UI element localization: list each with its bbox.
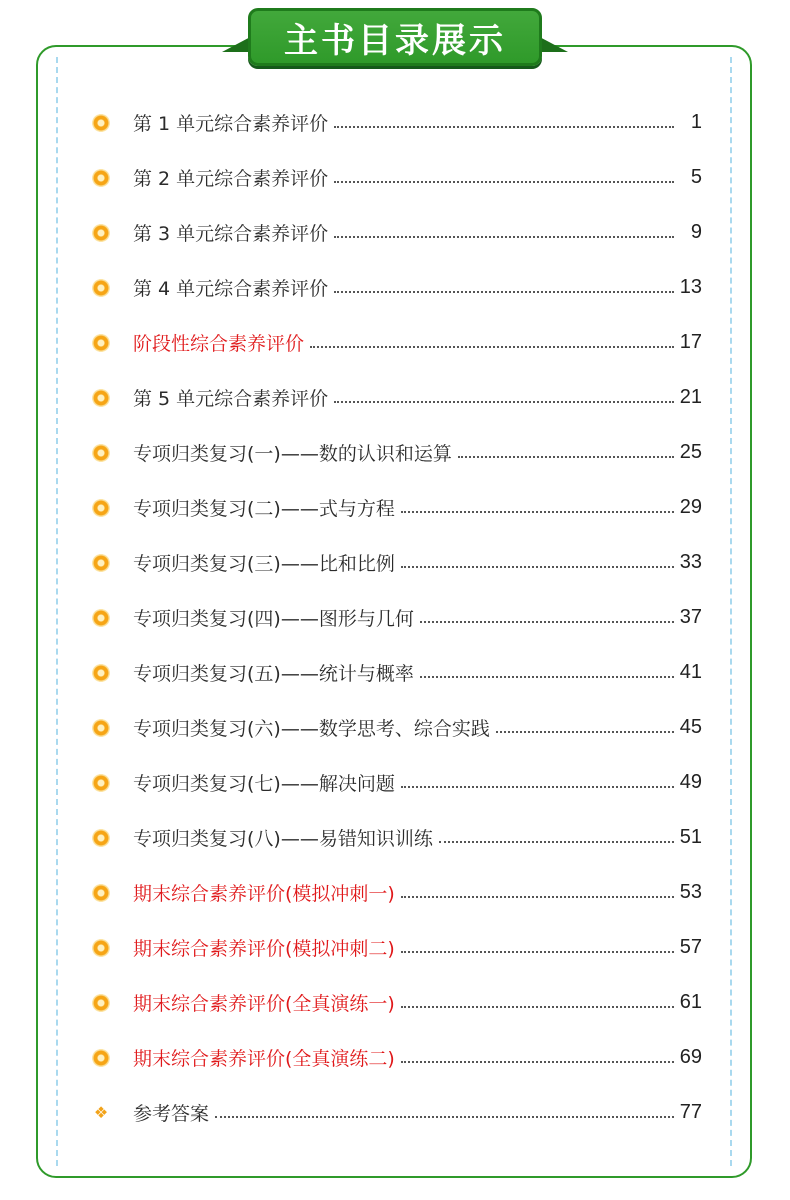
toc-entry-label: 阶段性综合素养评价 (133, 333, 305, 355)
toc-entry-label: 第 1 单元综合素养评价 (133, 113, 329, 135)
page-title: 主书目录展示 (284, 20, 506, 61)
toc-entry-page-number: 77 (679, 1101, 702, 1123)
circle-bullet-icon (92, 939, 110, 957)
circle-bullet-icon (92, 719, 110, 737)
toc-entry-label: 专项归类复习(二)——式与方程 (133, 498, 395, 520)
toc-entry[interactable] (92, 865, 702, 920)
dotted-leader (401, 566, 674, 568)
toc-entry-label: 期末综合素养评价(模拟冲刺一) (133, 883, 395, 905)
toc-entry-page-number: 49 (679, 771, 702, 793)
toc-entry-label: 参考答案 (133, 1103, 210, 1125)
banner-plate (248, 8, 542, 66)
toc-entry-page-number: 45 (679, 716, 702, 738)
toc-entry-page-number: 61 (679, 991, 702, 1013)
toc-entry-label: 期末综合素养评价(全真演练一) (133, 993, 395, 1015)
circle-bullet-icon (92, 444, 110, 462)
toc-entry[interactable] (92, 150, 702, 205)
dotted-leader (439, 841, 674, 843)
toc-entry-label: 专项归类复习(六)——数学思考、综合实践 (133, 718, 490, 740)
toc-entry-label: 期末综合素养评价(模拟冲刺二) (133, 938, 395, 960)
toc-entry-page-number: 9 (690, 221, 702, 243)
toc-entry-label: 第 3 单元综合素养评价 (133, 223, 329, 245)
toc-entry-page-number: 1 (690, 111, 702, 133)
circle-bullet-icon (92, 1049, 110, 1067)
dashed-border-left (56, 57, 58, 1166)
toc-entry-page-number: 37 (679, 606, 702, 628)
toc-entry[interactable] (92, 590, 702, 645)
toc-entry[interactable] (92, 95, 702, 150)
toc-entry-label: 专项归类复习(三)——比和比例 (133, 553, 395, 575)
toc-entry[interactable] (92, 425, 702, 480)
toc-entry[interactable] (92, 1085, 702, 1140)
dotted-leader (401, 896, 674, 898)
toc-entry-label: 期末综合素养评价(全真演练二) (133, 1048, 395, 1070)
dotted-leader (401, 1006, 674, 1008)
dotted-leader (215, 1116, 674, 1118)
toc-entry[interactable] (92, 480, 702, 535)
dotted-leader (334, 126, 674, 128)
circle-bullet-icon (92, 664, 110, 682)
toc-entry[interactable] (92, 535, 702, 590)
dotted-leader (401, 1061, 674, 1063)
circle-bullet-icon (92, 389, 110, 407)
toc-entry-page-number: 25 (679, 441, 702, 463)
dotted-leader (420, 621, 674, 623)
title-banner (222, 8, 568, 70)
toc-entry-page-number: 21 (679, 386, 702, 408)
toc-entry-page-number: 57 (679, 936, 702, 958)
circle-bullet-icon (92, 774, 110, 792)
toc-entry[interactable] (92, 370, 702, 425)
circle-bullet-icon (92, 609, 110, 627)
toc-entry-label: 第 2 单元综合素养评价 (133, 168, 329, 190)
toc-entry[interactable] (92, 645, 702, 700)
circle-bullet-icon (92, 169, 110, 187)
dotted-leader (496, 731, 674, 733)
toc-entry-page-number: 69 (679, 1046, 702, 1068)
toc-entry-label: 第 5 单元综合素养评价 (133, 388, 329, 410)
toc-entry-page-number: 5 (690, 166, 702, 188)
circle-bullet-icon (92, 994, 110, 1012)
circle-bullet-icon (92, 884, 110, 902)
toc-entry[interactable] (92, 315, 702, 370)
toc-entry-page-number: 53 (679, 881, 702, 903)
toc-entry-page-number: 17 (679, 331, 702, 353)
toc-entry-page-number: 51 (679, 826, 702, 848)
circle-bullet-icon (92, 554, 110, 572)
dotted-leader (334, 236, 674, 238)
dotted-leader (401, 511, 674, 513)
dotted-leader (334, 291, 674, 293)
toc-entry-label: 专项归类复习(四)——图形与几何 (133, 608, 414, 630)
toc-entry-label: 第 4 单元综合素养评价 (133, 278, 329, 300)
toc-entry[interactable] (92, 920, 702, 975)
toc-entry-page-number: 33 (679, 551, 702, 573)
toc-entry-page-number: 13 (679, 276, 702, 298)
toc-entry-label: 专项归类复习(七)——解决问题 (133, 773, 395, 795)
toc-entry[interactable] (92, 700, 702, 755)
dotted-leader (458, 456, 674, 458)
toc-entry-page-number: 29 (679, 496, 702, 518)
toc-entry[interactable] (92, 810, 702, 865)
circle-bullet-icon (92, 334, 110, 352)
dotted-leader (401, 786, 674, 788)
dotted-leader (310, 346, 674, 348)
circle-bullet-icon (92, 829, 110, 847)
circle-bullet-icon (92, 499, 110, 517)
toc-entry-label: 专项归类复习(一)——数的认识和运算 (133, 443, 452, 465)
dotted-leader (420, 676, 674, 678)
toc-entry-page-number: 41 (679, 661, 702, 683)
toc-entry-label: 专项归类复习(五)——统计与概率 (133, 663, 414, 685)
circle-bullet-icon (92, 279, 110, 297)
dotted-leader (334, 181, 674, 183)
circle-bullet-icon (92, 224, 110, 242)
table-of-contents (92, 95, 702, 1140)
dashed-border-right (730, 57, 732, 1166)
dotted-leader (401, 951, 674, 953)
toc-entry[interactable] (92, 975, 702, 1030)
toc-entry-label: 专项归类复习(八)——易错知识训练 (133, 828, 433, 850)
toc-entry[interactable] (92, 205, 702, 260)
toc-entry[interactable] (92, 260, 702, 315)
toc-entry[interactable] (92, 1030, 702, 1085)
circle-bullet-icon (92, 114, 110, 132)
diamond-bullet-icon: ❖ (93, 1102, 109, 1122)
dotted-leader (334, 401, 674, 403)
toc-entry[interactable] (92, 755, 702, 810)
